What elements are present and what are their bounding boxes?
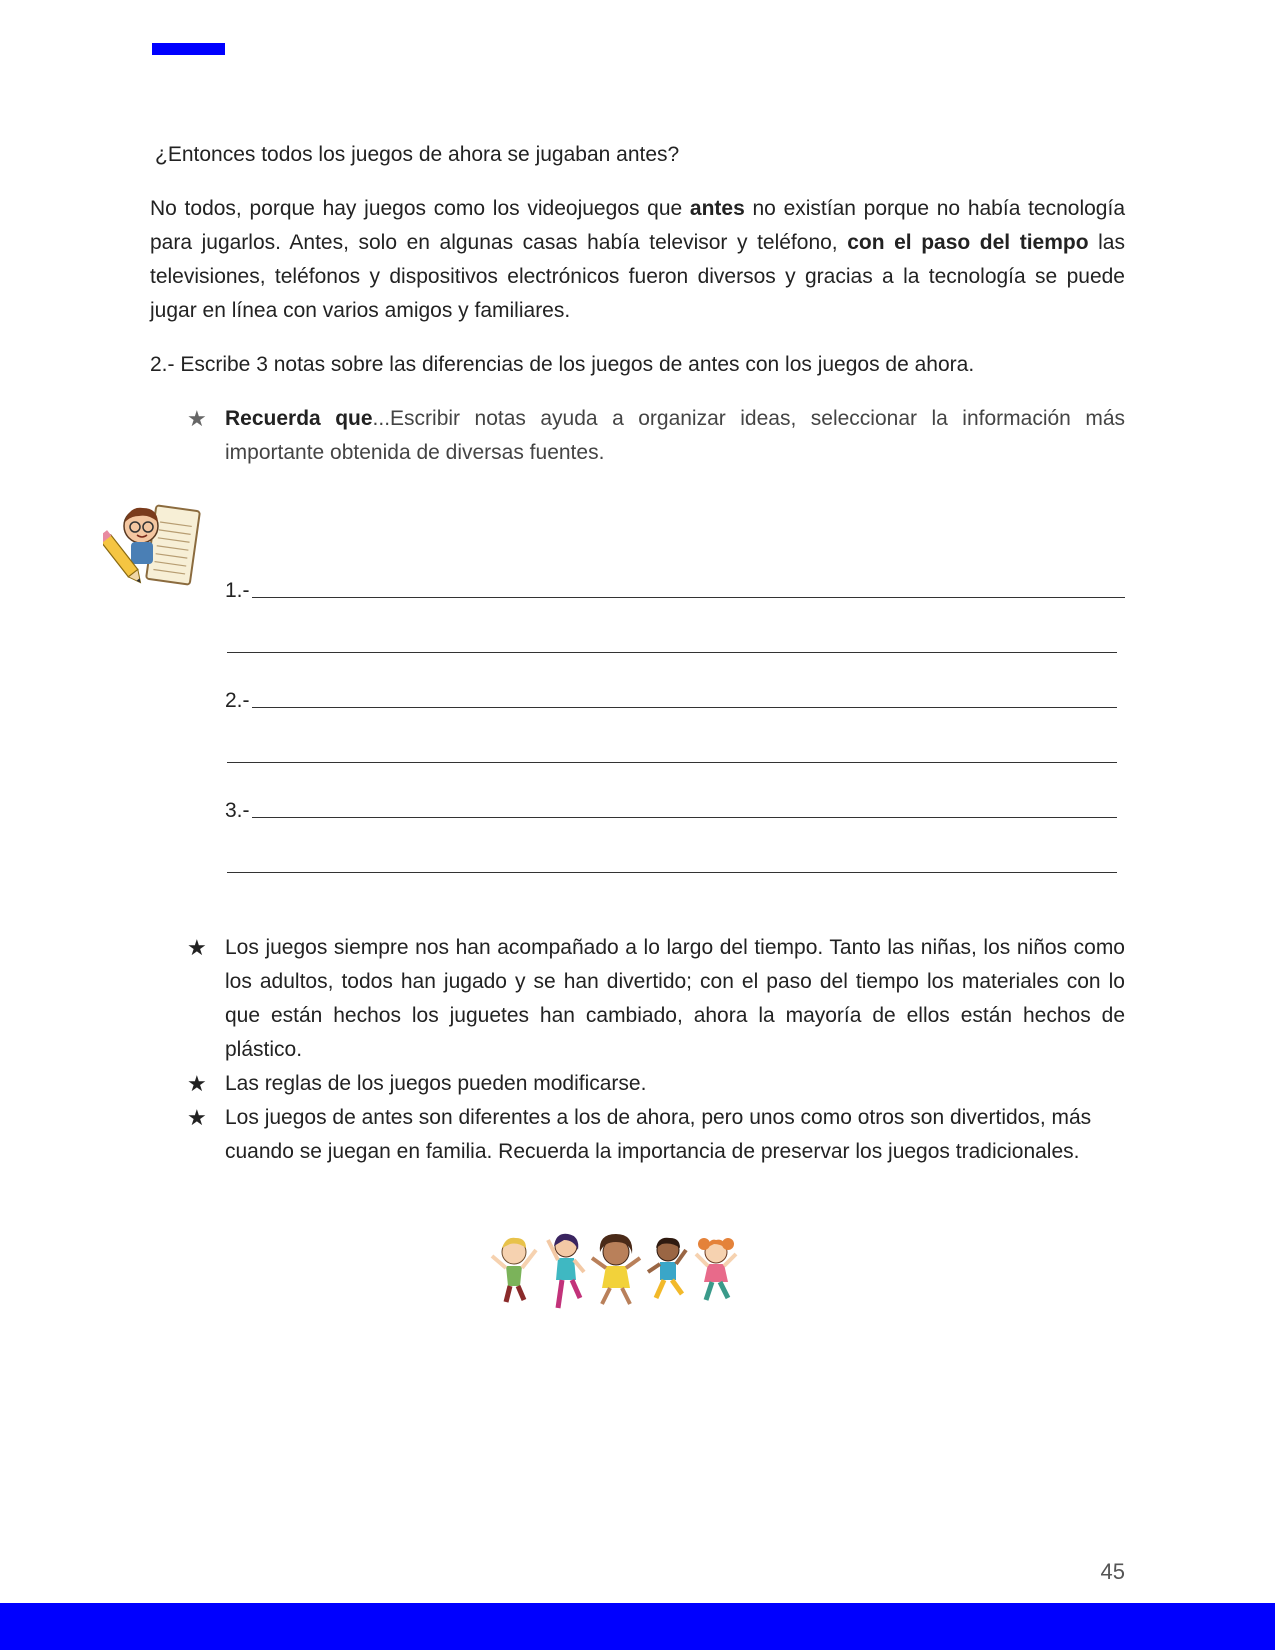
note-line-1-continued[interactable] (225, 603, 1125, 658)
child-figure (696, 1238, 736, 1300)
notes-area (225, 548, 1125, 878)
top-accent-bar (152, 43, 225, 55)
star-icon: ★ (187, 406, 207, 431)
star-icon: ★ (187, 1105, 207, 1130)
summary-text-2: Las reglas de los juegos pueden modificarse. (225, 1072, 647, 1095)
note-label-2: 2.- (225, 689, 250, 712)
tip-bold: Recuerda que (225, 407, 373, 430)
tip-list (150, 402, 1125, 470)
summary-item (150, 1067, 1125, 1101)
summary-section (150, 931, 1125, 1169)
paragraph-text-2: no existían porque no había tecnología para jugarlos. Antes, solo en algunas casas había televisor y teléfono, (150, 197, 1125, 254)
answer-rule (252, 597, 1125, 598)
child-figure (592, 1234, 640, 1304)
child-figure (548, 1234, 584, 1308)
activity-instruction: 2.- Escribe 3 notas sobre las diferencias de los juegos de antes con los juegos de ahora. (150, 353, 975, 376)
answer-rule (227, 872, 1117, 873)
star-icon: ★ (187, 935, 207, 960)
note-line-1[interactable] (225, 548, 1125, 603)
main-content (150, 138, 1125, 470)
paragraph-text-1: No todos, porque hay juegos como los videojuegos que (150, 197, 690, 220)
question-heading: ¿Entonces todos los juegos de ahora se jugaban antes? (155, 143, 680, 166)
answer-rule (252, 817, 1117, 818)
paragraph-bold-1: antes (689, 197, 745, 220)
paragraph-bold-2: con el paso del tiempo (847, 231, 1089, 254)
summary-list (150, 931, 1125, 1169)
note-label-3: 3.- (225, 799, 250, 822)
tip-item (150, 402, 1125, 470)
summary-item (150, 1101, 1125, 1169)
paragraph-text-3: las televisiones, teléfonos y dispositivos electrónicos fueron diversos y gracias a la tecnología se puede jugar en línea con varios amigos y familiares. (150, 231, 1125, 322)
note-line-3[interactable] (225, 768, 1125, 823)
answer-rule (252, 707, 1117, 708)
footer-bar (0, 1603, 1275, 1650)
note-label-1: 1.- (225, 579, 250, 602)
note-line-3-continued[interactable] (225, 823, 1125, 878)
answer-rule (227, 652, 1117, 653)
child-figure (492, 1238, 536, 1302)
note-line-2-continued[interactable] (225, 713, 1125, 768)
page-number: 45 (1100, 1559, 1125, 1584)
explanation-paragraph (150, 192, 1125, 328)
pencil-notepad-illustration (103, 502, 203, 588)
summary-text-3: Los juegos de antes son diferentes a los de ahora, pero unos como otros son divertidos, más cuando se juegan en familia. Recuerda la importancia de preservar los juegos tradicionales. (225, 1106, 1092, 1163)
summary-item (150, 931, 1125, 1067)
answer-rule (227, 762, 1117, 763)
jumping-children-illustration (484, 1228, 749, 1314)
note-line-2[interactable] (225, 658, 1125, 713)
star-icon: ★ (187, 1071, 207, 1096)
tip-text: ...Escribir notas ayuda a organizar ideas, seleccionar la información más importante obtenida de diversas fuentes. (225, 407, 1125, 464)
child-figure (648, 1238, 686, 1298)
summary-text-1: Los juegos siempre nos han acompañado a lo largo del tiempo. Tanto las niñas, los niños como los adultos, todos han jugado y se han divertido; con el paso del tiempo los materiales con lo que están hechos los juguetes han cambiado, ahora la mayoría de ellos están hechos de plástico. (225, 936, 1125, 1061)
